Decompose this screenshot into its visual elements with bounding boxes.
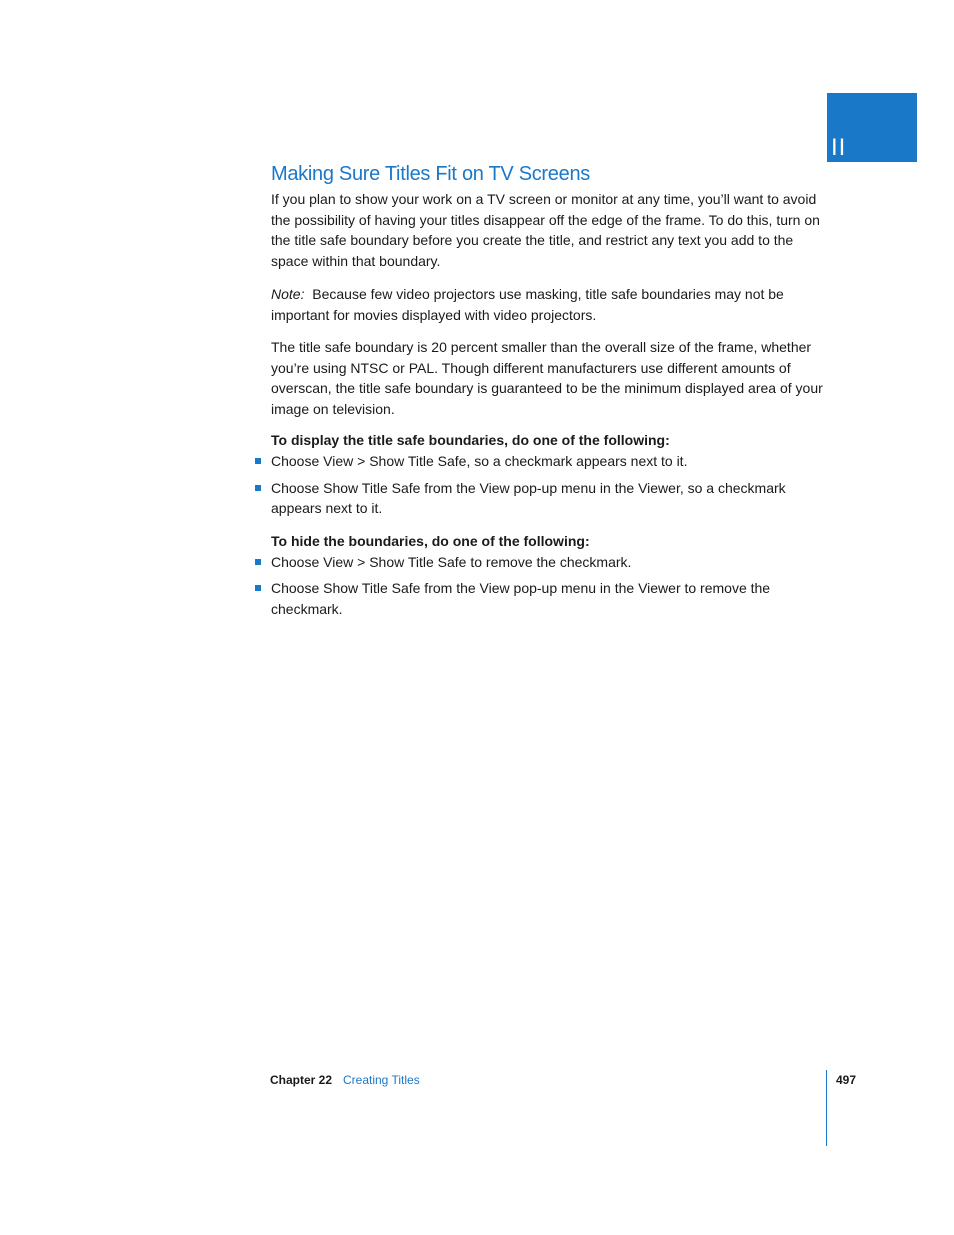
list-item-text: Choose View > Show Title Safe to remove the checkmark. [271, 553, 632, 570]
part-tab [827, 93, 917, 162]
note-text: Because few video projectors use masking, title safe boundaries may not be important for movies displayed with video projectors. [271, 286, 784, 323]
boundary-paragraph: The title safe boundary is 20 percent smaller than the overall size of the frame, whether you’re using NTSC or PAL. Though different manufacturers use different amounts of overscan, the title safe boundary is guaranteed to be the minimum displayed area of your image on television. [271, 339, 823, 417]
task-heading-hide: To hide the boundaries, do one of the following: [271, 532, 590, 549]
bullet-icon [255, 559, 261, 565]
note-label: Note: [271, 286, 305, 302]
list-item-text: Choose Show Title Safe from the View pop-up menu in the Viewer to remove the checkmark. [271, 580, 771, 617]
list-item [271, 478, 831, 519]
list-item [271, 451, 831, 472]
main-content [271, 160, 831, 619]
footer-chapter-title: Creating Titles [343, 1073, 420, 1087]
footer-divider [826, 1070, 827, 1146]
page-number: 497 [836, 1073, 857, 1087]
footer-chapter-label: Chapter 22 [270, 1073, 333, 1087]
list-item-text: Choose Show Title Safe from the View pop-up menu in the Viewer, so a checkmark appears next to it. [271, 479, 786, 516]
section-title: Making Sure Titles Fit on TV Screens [271, 163, 590, 185]
task-list-display [271, 451, 831, 519]
note-paragraph [271, 284, 831, 325]
task-heading-display: To display the title safe boundaries, do one of the following: [271, 432, 670, 448]
task-list-hide [271, 552, 831, 620]
bullet-icon [255, 585, 261, 591]
bullet-icon [255, 485, 261, 491]
part-tab-label: II [831, 134, 847, 161]
list-item-text: Choose View > Show Title Safe, so a checkmark appears next to it. [271, 453, 688, 469]
bullet-icon [255, 458, 261, 464]
intro-paragraph: If you plan to show your work on a TV screen or monitor at any time, you’ll want to avoid the possibility of having your titles disappear off the edge of the frame. To do this, turn on the title safe boundary before you create the title, and restrict any text you add to the space within that boundary. [271, 191, 820, 269]
list-item [271, 578, 831, 619]
list-item [271, 552, 831, 573]
